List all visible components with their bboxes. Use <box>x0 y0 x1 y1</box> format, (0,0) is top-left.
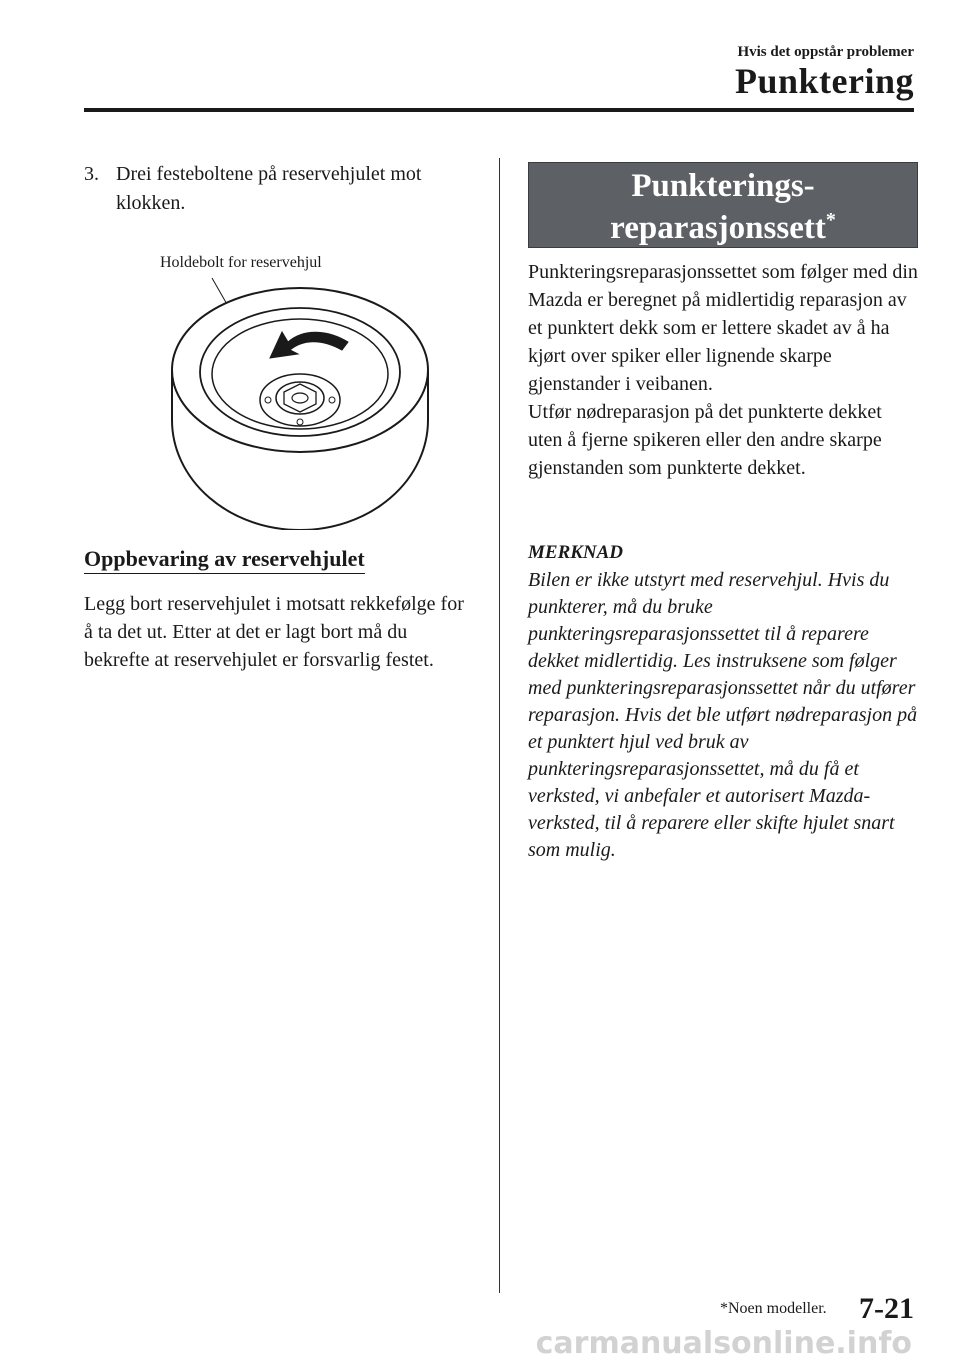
chapter-title: Hvis det oppstår problemer <box>737 44 914 60</box>
step-3 <box>84 160 476 218</box>
banner-line-2 <box>529 207 917 249</box>
note-text: Bilen er ikke utstyrt med reservehjul. Hvis du punkterer, må du bruke punkteringsreparasjonssettet til å reparere dekket midlertidig. Les instruksene som følger med punkteringsreparasjonssettet når du utfører reparasjon. Hvis det ble utført nødreparasjon på et punktert hjul ved bruk av punkteringsreparasjonssettet, må du få et verksted, vi anbefaler et autorisert Mazda-verksted, til å reparere eller skifte hjulet snart som mulig. <box>528 569 918 861</box>
banner-line-1: Punkterings- <box>631 168 815 204</box>
footnote: *Noen modeller. <box>720 1300 827 1317</box>
intro-paragraphs <box>528 258 920 482</box>
header-rule <box>84 108 914 112</box>
column-divider <box>499 158 500 1293</box>
page-number: 7-21 <box>859 1292 914 1325</box>
section-banner <box>528 162 918 248</box>
section-title: Punktering <box>734 61 914 101</box>
figure-callout-label: Holdebolt for reservehjul <box>160 254 322 271</box>
intro-paragraph-2: Utfør nødreparasjon på det punkterte dekket uten å fjerne spikeren eller den andre skarpe gjenstanden som punkterte dekket. <box>528 401 882 479</box>
spare-wheel-illustration <box>150 250 450 530</box>
storage-subheading <box>84 546 476 572</box>
bolt-center <box>292 393 308 403</box>
intro-paragraph-1: Punkteringsreparasjonssettet som følger med din Mazda er beregnet på midlertidig reparasjon av et punktert dekk som er lettere skadet av å ha kjørt over spiker eller lignende skarpe gjenstander i veibanen. <box>528 261 918 395</box>
storage-paragraph: Legg bort reservehjulet i motsatt rekkefølge for å ta det ut. Etter at det er lagt bort må du bekrefte at reservehjulet er forsvarlig festet. <box>84 593 464 671</box>
banner-line-2-text: reparasjonssett <box>610 210 826 246</box>
optional-feature-mark: * <box>825 209 836 231</box>
note-heading: MERKNAD <box>528 542 624 563</box>
storage-subheading-text: Oppbevaring av reservehjulet <box>84 546 365 574</box>
watermark: carmanualsonline.info <box>535 1326 912 1361</box>
step-number: 3. <box>84 163 99 185</box>
step-text: Drei festeboltene på reservehjulet mot klokken. <box>116 163 422 214</box>
